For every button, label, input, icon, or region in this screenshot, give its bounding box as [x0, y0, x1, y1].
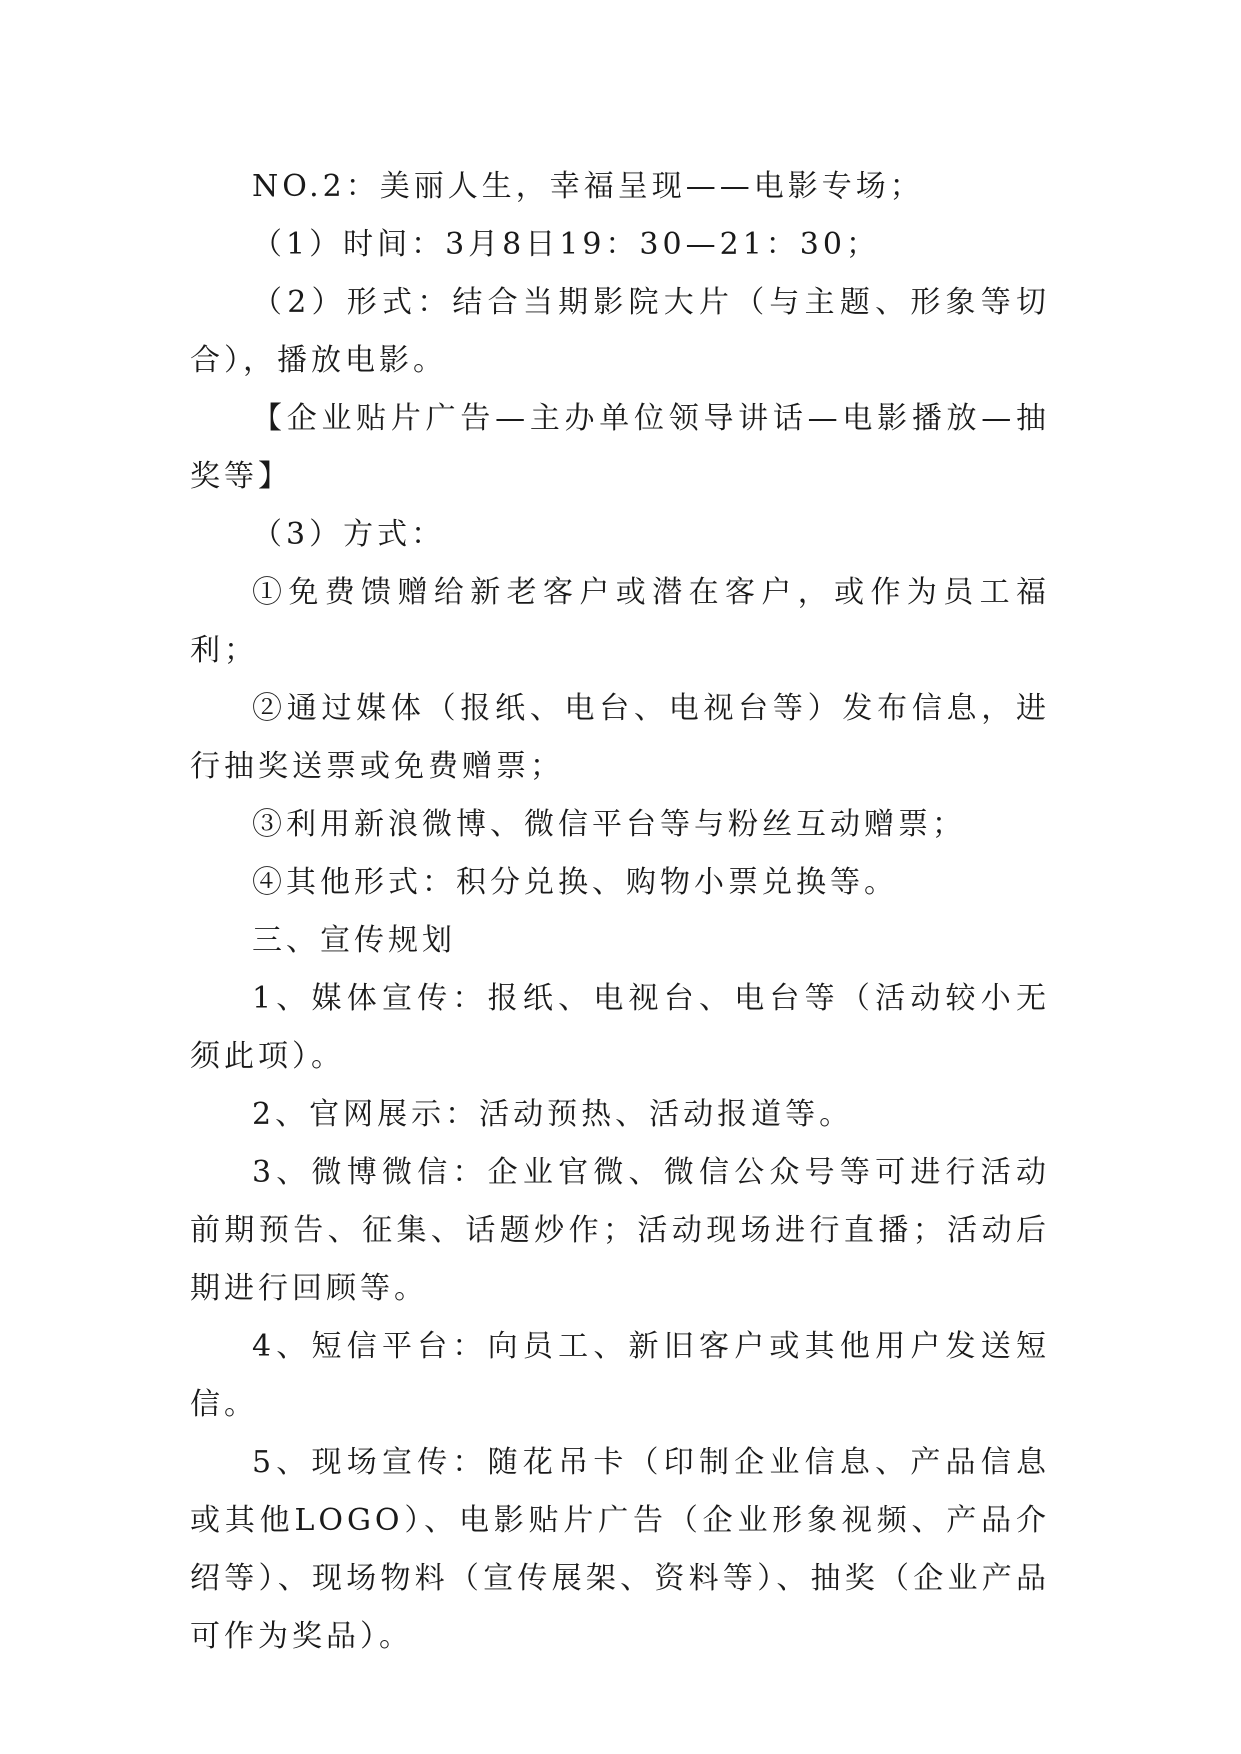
paragraph-section-no2-title: NO.2：美丽人生，幸福呈现——电影专场； [252, 169, 924, 204]
section-heading-promotion-plan: 三、宣传规划 [252, 923, 456, 958]
paragraph-promo-sms: 4、短信平台：向员工、新旧客户或其他用户发送短信。 [190, 1329, 1050, 1422]
paragraph-method-2: ②通过媒体（报纸、电台、电视台等）发布信息，进行抽奖送票或免费赠票； [190, 691, 1050, 784]
paragraph-form: （2）形式：结合当期影院大片（与主题、形象等切合），播放电影。 [190, 285, 1050, 378]
paragraph-promo-weibo-wechat: 3、微博微信：企业官微、微信公众号等可进行活动前期预告、征集、话题炒作；活动现场进行直播；活动后期进行回顾等。 [190, 1155, 1050, 1306]
document-body [190, 158, 1050, 1666]
paragraph-promo-media: 1、媒体宣传：报纸、电视台、电台等（活动较小无须此项）。 [190, 981, 1050, 1074]
paragraph-program-flow: 【企业贴片广告—主办单位领导讲话—电影播放—抽奖等】 [190, 401, 1050, 494]
paragraph-method-4: ④其他形式：积分兑换、购物小票兑换等。 [252, 865, 898, 900]
paragraph-method-1: ①免费馈赠给新老客户或潜在客户，或作为员工福利； [190, 575, 1050, 668]
paragraph-promo-website: 2、官网展示：活动预热、活动报道等。 [252, 1097, 854, 1132]
paragraph-promo-onsite: 5、现场宣传：随花吊卡（印制企业信息、产品信息或其他LOGO）、电影贴片广告（企业形象视频、产品介绍等）、现场物料（宣传展架、资料等）、抽奖（企业产品可作为奖品）。 [190, 1445, 1050, 1654]
paragraph-time: （1）时间：3月8日19：30—21：30； [252, 227, 880, 262]
paragraph-method-3: ③利用新浪微博、微信平台等与粉丝互动赠票； [252, 807, 966, 842]
paragraph-method-heading: （3）方式： [252, 517, 446, 552]
